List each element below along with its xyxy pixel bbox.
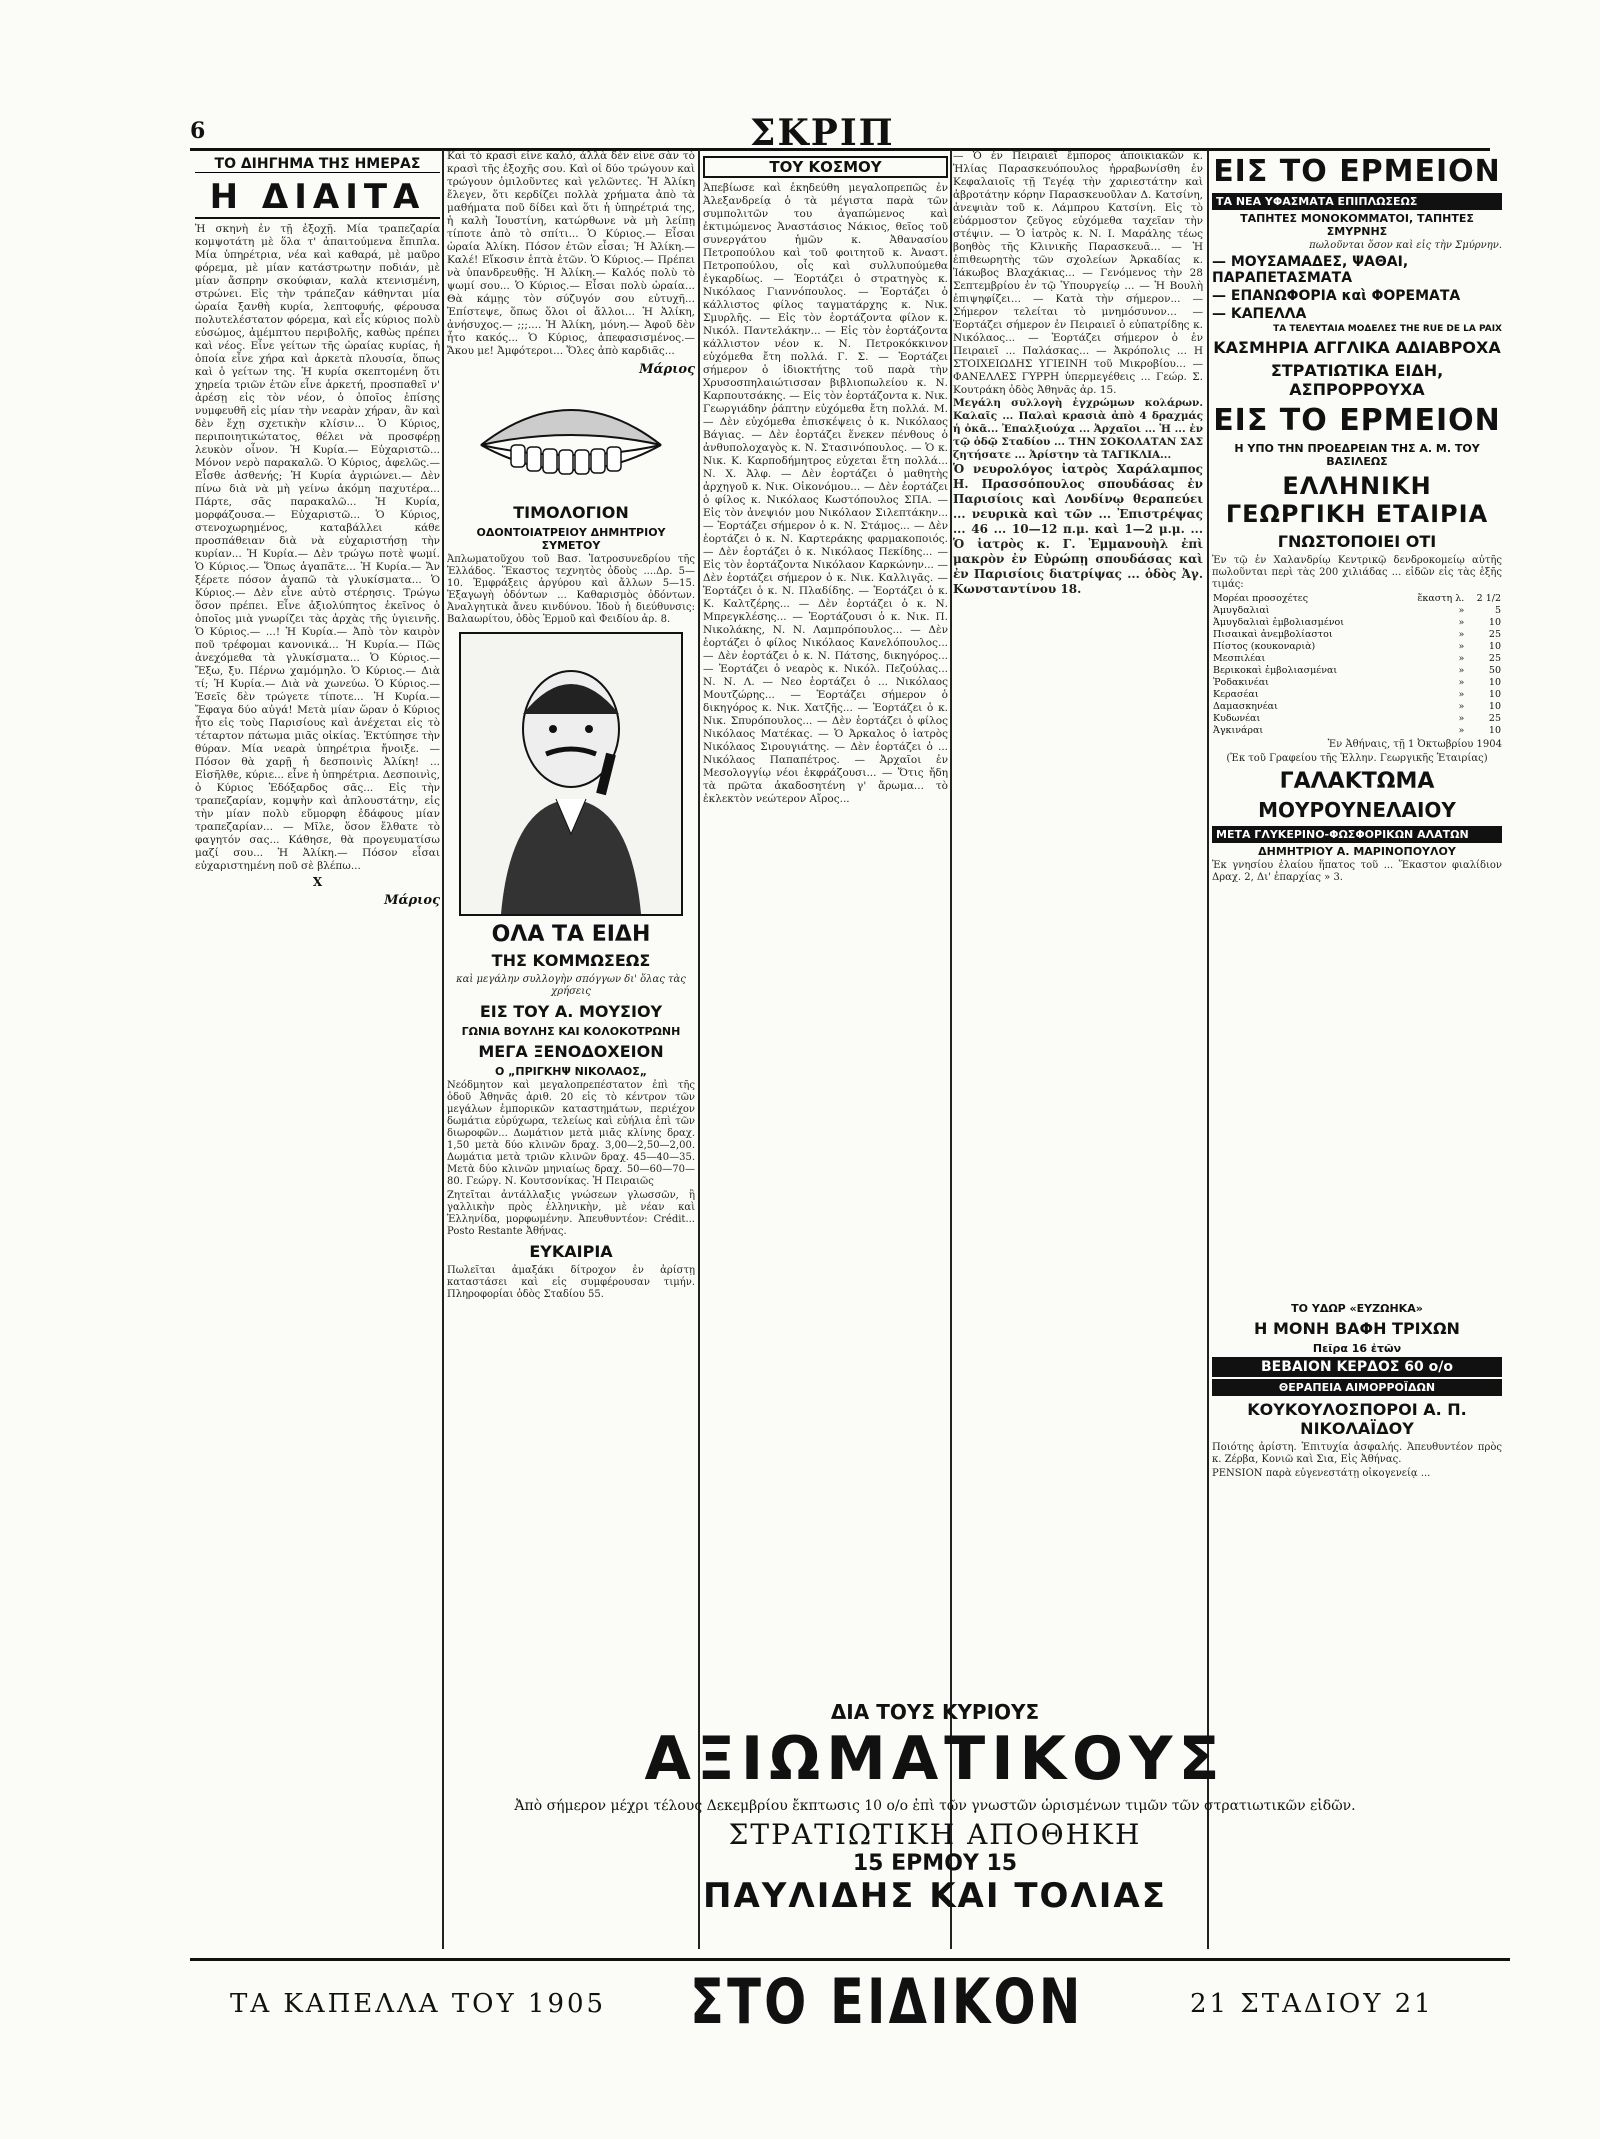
officers-ad-line3: Ἀπὸ σήμερον μέχρι τέλους Δεκεμβρίου ἔκπτωσις 10 ο/ο ἐπὶ τῶν γνωστῶν ὡρισμένων τιμῶν τῶν στρατιωτικῶν εἰδῶν. [514,1798,1356,1814]
price-value: 2 1/2 [1476,593,1501,604]
price-item: Ἀμυγδαλιαὶ ἐμβολιασμένοι [1213,617,1344,628]
price-row [1212,641,1502,653]
column-rule [950,150,952,1949]
price-unit: » [1458,617,1465,628]
fashion-text: καὶ μεγάλην συλλογὴν σπόγγων δι' ὅλας τὰς χρήσεις [456,974,686,997]
price-item: Δαμασκηνέαι [1213,701,1278,712]
dentist-name: ΟΔΟΝΤΟΙΑΤΡΕΙΟΥ ΔΗΜΗΤΡΙΟΥ ΣΥΜΕΤΟΥ [476,526,666,552]
story-continuation: Καὶ τὸ κρασὶ εἶνε καλό, ἀλλὰ δὲν εἶνε σὰν τὸ κρασὶ τῆς ἐξοχῆς σου. Καὶ οἱ δύο τρώγουν καὶ τρώγουν ὁμιλοῦντες καὶ γελῶντες. Ἡ Ἀλίκη ἔλεγεν, ὅτι κερδίζει πολλὰ χρήματα ἀπὸ τὰ μαθήματα ποῦ δίδει καὶ ὅτι ἡ ὑπηρέτριά της, ἡ καλὴ Ἰουστίνη, κατώρθωνε νὰ μὴ λείπῃ τίποτε ἀπὸ τὸ σπίτι... Ὁ Κύριος.— Εἶσαι ὡραία Ἀλίκη. Πόσον ἐτῶν εἶσαι; Ἡ Ἀλίκη.— Καλέ! Εἴκοσιν ἑπτὰ ἐτῶν. Ὁ Κύριος.— Πρέπει νὰ ὑπανδρευθῇς. Ἡ Ἀλίκη.— Καλός πολὺ τὸ ψωμί σου... Ὁ Κύριος.— Εἶσαι πολὺ ὡραία... Θὰ κάμῃς τὸν σύζυγόν σου εὐτυχῆ... Ἐπίστεψε, ὅπως ὅλοι οἱ ἄλλοι... Ἡ Ἀλίκη, ἀνήσυχος.— ;;;.... Ἡ Ἀλίκη, μόνη.— Ἀφοῦ δὲν ἦτο κακός... Ὁ Κύριος, ἀπεφασισμένος.— Ἄκου με! Ἀμφότεροι... Ὅλες ἀπὸ καρδιᾶς... [447,150,695,357]
ermeion-item-3: — ΚΑΠΕΛΛΑ [1212,306,1307,322]
ermeion-title: ΕΙΣ ΤΟ ΕΡΜΕΙΟΝ [1213,154,1501,189]
price-value: 5 [1494,605,1501,616]
price-row [1212,677,1502,689]
ermeion-carpets: ΤΑΠΗΤΕΣ ΜΟΝΟΚΟΜΜΑΤΟΙ, ΤΑΠΗΤΕΣ ΣΜΥΡΝΗΣ [1240,212,1474,238]
footer-middle: ΣΤΟ ΕΙΔΙΚΟΝ [690,1965,1084,2038]
ermeion-models: ΤΑ ΤΕΛΕΥΤΑΙΑ ΜΟΔΕΛΕΣ THE RUE DE LA PAIX [1273,324,1502,334]
price-value: 10 [1488,641,1501,652]
price-row [1212,725,1502,737]
price-row [1212,701,1502,713]
mousiou-shop: ΕΙΣ ΤΟΥ Α. ΜΟΥΣΙΟΥ [479,1002,663,1021]
galaktoma-sub: ΜΕΤΑ ΓΛΥΚΕΡΙΝΟ-ΦΩΣΦΟΡΙΚΩΝ ΑΛΑΤΩΝ [1212,826,1502,843]
price-value: 50 [1488,665,1501,676]
stratiotika-line: ΣΤΡΑΤΙΩΤΙΚΑ ΕΙΔΗ, ΑΣΠΡΟΡΡΟΥΧΑ [1270,361,1444,399]
price-unit: » [1458,605,1465,616]
presidency-line: Η ΥΠΟ ΤΗΝ ΠΡΟΕΔΡΕΙΑΝ ΤΗΣ Α. Μ. ΤΟΥ ΒΑΣΙΛΕΩΣ [1234,442,1480,468]
society-name: ΕΛΛΗΝΙΚΗ ΓΕΩΡΓΙΚΗ ΕΤΑΙΡΙΑ [1225,472,1489,528]
price-value: 10 [1488,677,1501,688]
price-unit: » [1458,701,1465,712]
column-story [195,150,440,1949]
notice-date: Ἐν Ἀθήναις, τῇ 1 Ὀκτωβρίου 1904 [1327,739,1502,750]
footer-right: 21 ΣΤΑΔΙΟΥ 21 [1190,1989,1434,2019]
masthead: ΣΚΡΙΠ [750,112,895,154]
galaktoma-text: Ἐκ γνησίου ἐλαίου ἥπατος τοῦ ... Ἕκαστον φιαλίδιον Δραχ. 2, Δι' ἐπαρχίας » 3. [1212,860,1502,883]
officers-ad-line4: ΣΤΡΑΤΙΩΤΙΚΗ ΑΠΟΘΗΚΗ [728,1818,1142,1851]
tree-price-table [1212,593,1502,737]
mourouneliou-title: ΜΟΥΡΟΥΝΕΛΑΙΟΥ [1258,798,1456,822]
price-unit: » [1458,665,1465,676]
story-text: Ἡ σκηνὴ ἐν τῇ ἐξοχῇ. Μία τραπεζαρία κομψοτάτη μὲ ὅλα τ' ἀπαιτούμενα ἔπιπλα. Μία ὑπηρέτρια, νέα καὶ καθαρά, μὲ μαῦρο φόρεμα, μὲ μίαν κατάστρωτην ποδιάν, μὲ μίαν ἄσπρην σκούφιαν, καλὰ κτενισμένη, στρώνει. Εἰς τὴν τράπεζαν κάθηνται μία ὡραία ξανθὴ κυρία, λεπτοφυής, φέρουσα πολυτελέστατον φόρεμα, καὶ εἷς κύριος πολὺ εὐσώμος, ἀμέμπτου περιβολῆς, καθὼς πρέπει καὶ νέος. Εἶνε γείτων τῆς ὡραίας κυρίας, ἡ ὁποία εἶνε χήρα καὶ ἀρκετὰ πλουσία, ὅπως καὶ ὁ γείτων της. Ἡ κυρία σκεπτομένη ὅτι χηρεία τριῶν ἐτῶν εἶνε ἀρκετή, προσπαθεῖ ν' ἀρέσῃ εἰς τὸν νέον, ὁ ὁποῖος ἐπίσης νυμφευθῆ εἰς μίαν τὴν νεαρὰν χήραν, ἂν καὶ δὲν ἔχῃ σχετικὴν κλίσιν... Ὁ Κύριος, περιποιητικώτατος, θέλει νὰ προσφέρῃ λευκὸν οἶνον. Ἡ Κυρία.— Εὐχαριστῶ... Μόνον νερὸ παρακαλῶ. Ὁ Κύριος, ἀφελῶς.— Εἶσθε ἀσθενής; Ἡ Κυρία ἀγριώνει.— Δὲν πίνω διὰ νὰ μὴ γείνω ἀκόμη παχυτέρα... Πάρτε, σᾶς παρακαλῶ... Ἡ Κυρία, μορφάζουσα.— Εὐχαριστῶ... Ὁ Κύριος, στενοχωρημένος, καταβάλλει κάθε προσπάθειαν διὰ νὰ εὐχαριστήσῃ τὴν κυρίαν... Ἡ Κυρία.— Δὲν τρώγω ποτὲ ψωμί. Ὁ Κύριος.— Ὅπως ἀγαπᾶτε... Ἡ Κυρία.— Ἄν ξέρετε πόσον ἀγαπῶ τὰ γλυκίσματα... Ὁ Κύριος.— Δὲν εἶνε αὐτὸ στέρησις. Τρώγω ὅσον πρέπει. Εἶνε ἀξιολύπητος ἐκεῖνος ὁ ὁποῖος μιὰ γνωρίζει τὰς ἀρχὰς τῆς ὑγιεινῆς. Ὁ Κύριος.— ...! Ἡ Κυρία.— Ἀπὸ τὸν καιρὸν ποῦ τρέφομαι κανονικά... Ἡ Κυρία.— Πῶς ἀνεχόμεθα τὰ γλυκίσματα... Ὁ Κύριος.— Ἔξω, ξυ. Πέρνω χαμόμηλο. Ὁ Κύριος.— Διὰ τί; Ἡ Κυρία.— Διὰ νὰ χωνεύω. Ὁ Κύριος.— Ἐσεῖς δὲν τρώγετε τίποτε... Ἡ Κυρία.— Ἔφαγα δύο αὐγά! Μετὰ μίαν ὥραν ὁ Κύριος ἦτο εἰς τοὺς Παρισίους καὶ ἀνέχεται εἰς τὸ τέταρτον πάτωμα μιᾶς οἰκίας. Ἐκτύπησε τὴν θύραν. Μία νεαρὰ ὑπηρέτρια ἤνοιξε. — Πόσον θὰ χαρῇ ἡ δεσποινὶς Ἀλίκη! ... Εἰσῆλθε, κύριε... εἶνε ἡ ὑπηρέτρια. Δεσποινὶς, ὁ Κύριος Ἐδόξαρδος σᾶς... Εἰς τὴν τραπεζαρίαν, κομψὴν καὶ ἁπλουστάτην, εἰς τὴν μίαν πολὺ εὔμορφη ἐδάφους μίαν τραπεζαρίαν... — Μῖλε, ὅσον ἔλθατε τὸ φαγητόν σας... Κάθησε, θὰ προγευματίσω μαζί σου... Ἡ Ἀλίκη.— Πόσον εἶσαι εὐχαριστημένη ποῦ σὲ βλέπω... [195,223,440,872]
price-unit: » [1458,713,1465,724]
price-row [1212,653,1502,665]
column-ads-left [447,150,695,1949]
eukairia-title: ΕΥΚΑΙΡΙΑ [529,1242,613,1261]
hotel-text: Νεόδμητον καὶ μεγαλοπρεπέστατον ἐπὶ τῆς ὁδοῦ Ἀθηνᾶς ἀριθ. 20 εἰς τὸ κέντρον τῶν μεγάλων ἐμπορικῶν καταστημάτων, περιέχον δωμάτια εὐρύχωρα, τελείως καὶ εὐήλια ἐπὶ τῶν διωροφῶν... Δωμάτιον μετὰ μιᾶς κλίνης δραχ. 1,50 μετὰ δύο κλινῶν δραχ. 3,00—2,50—2,00. Δωμάτια μετὰ τριῶν κλινῶν δραχ. 45—40—35. Μετὰ δύο κλινῶν μηνιαίως δραχ. 50—60—70—80. Γεώργ. Ν. Κουτσονίκας. Ἡ Πειραιῶς [447,1080,695,1187]
price-item: Ῥοδακινέαι [1213,677,1269,688]
tonic-head: ΤΟ ΥΔΩΡ «ΕΥΖΩΗΚΑ» [1291,1302,1423,1315]
column-society [703,150,948,1949]
galaktoma-title: ΓΑΛΑΚΤΩΜΑ [1279,769,1435,794]
column-rule [442,150,444,1949]
dentist-prices: Ἀπλωματοῦχου τοῦ Βασ. Ἰατροσυνεδρίου τῆς Ἑλλάδος. Ἕκαστος τεχνητὸς ὀδοὺς ....Δρ. 5—10. Ἐμφράξεις ἀργύρου καὶ ἄλλων 5—15. Ἐξαγωγὴ ὀδόντων ... Καθαρισμὸς ὀδόντων. Ἀναλγητικὰ ἄνευ κινδύνου. Ἰδοὺ ἡ διεύθυνσις: Βαλαωρίτου, ὁδὸς Ἑρμοῦ καὶ Φειδίου ἀρ. 8. [447,554,695,625]
price-value: 10 [1488,701,1501,712]
eukairia-text: Πωλεῖται ἀμαξάκι δίτροχον ἐν ἀρίστῃ καταστάσει καὶ εἰς συμφέρουσαν τιμήν. Πληροφορίαι ὁδὸς Σταδίου 55. [447,1265,695,1300]
story-signature-2: Μάριος [639,362,695,377]
kerdos-bar: ΒΕΒΑΙΟΝ ΚΕΡΔΟΣ 60 ο/ο [1212,1357,1502,1377]
price-item: Ἀμυγδαλιαὶ [1213,605,1270,616]
price-row [1212,629,1502,641]
price-item: Μορέαι προσοχέτες [1213,593,1309,604]
price-item: Μεσπιλέαι [1213,653,1266,664]
price-unit: » [1458,689,1465,700]
society-text: Ἀπεβίωσε καὶ ἐκηδεύθη μεγαλοπρεπῶς ἐν Ἀλεξανδρείᾳ ὁ τὰ μέγιστα παρὰ τῶν συμπολιτῶν του ἀγαπώμενος καὶ ἐκτιμώμενος Ἀναστάσιος Νάκιος, θεῖος τοῦ συνεργάτου ἡμῶν κ. Ἀθανασίου Πετροπούλου καὶ τοῦ φοιτητοῦ κ. Ἀναστ. Πετροπούλου, οἷς καὶ συλλυπούμεθα ἐγκαρδίως. — Ἑορτάζει ὁ στρατηγὸς κ. Νικόλαος Γιαννόπουλος. — Ἑορτάζει ὁ κάλλιστος φίλος ταγματάρχης κ. Νικ. Σμυρλῆς. — Εἰς τὸν ἑορτάζοντα φίλον κ. Νικόλ. Παντελάκην... — Εἰς τὸν ἑορτάζοντα κάλλιστον νέον κ. Ν. Πετροκόκκινον εὐχόμεθα ἔτη πολλά. Γ. Σ. — Ἑορτάζει σήμερον ὁ ἰδιοκτήτης τοῦ παρὰ τὴν Χρυσοσπηλαιώτισσαν βιβλιοπωλείου κ. Ν. Καρπουτσάκης. — Εἰς τὸν ἑορτάζοντα κ. Νικ. Γεωργιάδην ῥάπτην εὐχόμεθα ἔτη πολλά. Μ. — Δὲν εὐχόμεθα ἐπισκέψεις ὁ κ. Νικόλαος Βάγιας. — Δὲν ἑορτάζει ἕνεκεν πένθους ὁ ἀνθυπολοχαγὸς κ. Ν. Στασινόπουλος. — Ὁ κ. Νικ. Κ. Καρποδήμητρος εὐχεται ἔτη πολλά... Ν. Χ. Ἀλφ. — Δὲν ἑορτάζει ὁ μαθητὴς ἀρχηγοῦ κ. Νικ. Οἰκονόμου... — Δὲν ἑορτάζει ὁ φίλος κ. Νικόλαος Κωστόπουλος ΣΠΑ. — Εἰς τὸν ἀνεψιόν μου Νικόλαον Σιλεπτάκην... — Ἑορτάζει σήμερον ὁ κ. Ν. Στάμος... — Δὲν ἑορτάζει ὁ κ. Ν. Καρτεράκης φαρμακοποιός. — Δὲν ἑορτάζει ὁ κ. Νικόλαος Πεκίδης... — Εἰς τὸν ἑορτάζοντα Νικόλαον Καρκώνην... — Δὲν ἑορτάζει σήμερον ὁ κ. Νικ. Καλλιγᾶς. — Ἑορτάζει ὁ κ. Ν. Πλαδίδης. — Ἑορτάζει ὁ κ. Κ. Καλτζέρης... — Δὲν ἑορτάζει ὁ κ. Ν. Μπρεγκλέσης... — Ἑορτάζουσι ὁ κ. Νικ. Π. Νικολάκης, Ν. Ν. Λαμπρόπουλος... — Δὲν ἑορτάζει ὁ φίλος Νικόλαος Κανελόπουλος... — Δὲν ἑορτάζει ὁ κ. Ν. Πάτσης, δικηγόρος... — Ἑορτάζει ὁ νεαρὸς κ. Νικόλ. Πεζούλας... Ν. Ν. Λ. — Νεο ἑορτάζει ὁ ... Νικόλαος Μουτζώρης... — Ἑορτάζει σήμερον ὁ δικηγόρος κ. Νικ. Χατζῆς... — Ἑορτάζει ὁ κ. Νικ. Σπυρόπουλος... — Δὲν ἑορτάζει ὁ φίλος Νικόλαος Ματέκας. — Ὁ Ἀρκαλος ὁ ἰατρὸς Νικόλαος Σιρουγιάτης. — Δὲν ἑορτάζει ὁ ... Νικόλαος Παπαπέτρος. — Ἀρχαῖοι ἐν Μεσολογγίῳ νέοι ἐκφράζουσι... — Ὅτις ἤδη τὰ πρῶτα ἀκαδοσητένη γ' ἄρωμα... τὸ ἐκλεκτὸν νεώτερον Αἴρος... [703,182,948,805]
mousiou-address: ΓΩΝΙΑ ΒΟΥΛΗΣ ΚΑΙ ΚΟΛΟΚΟΤΡΩΝΗ [461,1025,681,1038]
price-item: Πίστος (κουκοναριὰ) [1213,641,1316,652]
story-headline: Η ΔΙΑΙΤΑ [195,177,440,219]
ermeion-carpets-note: πωλοῦνται ὅσον καὶ εἰς τὴν Σμύρνην. [1309,240,1502,251]
ermeion-bar-1: ΤΑ ΝΕΑ ΥΦΑΣΜΑΤΑ ΕΠΙΠΛΩΣΕΩΣ [1212,193,1502,210]
price-row [1212,593,1502,605]
price-unit: » [1458,653,1465,664]
ermeion-item-1: — ΜΟΥΣΑΜΑΔΕΣ, ΨΑΘΑΙ, ΠΑΡΑΠΕΤΑΣΜΑΤΑ [1212,254,1409,286]
fashion-title: ΟΛΑ ΤΑ ΕΙΔΗ [491,922,651,947]
price-unit: » [1458,725,1465,736]
footer-left: ΤΑ ΚΑΠΕΛΛΑ ΤΟΥ 1905 [230,1989,607,2019]
therapeia-bar: ΘΕΡΑΠΕΙΑ ΑΙΜΟΡΡΟΪΔΩΝ [1212,1379,1502,1396]
price-unit: » [1458,677,1465,688]
tonic-title: Η ΜΟΝΗ ΒΑΦΗ ΤΡΙΧΩΝ [1254,1319,1460,1338]
price-unit: ἕκαστη λ. [1417,593,1465,604]
kashmiria-line: ΚΑΣΜΗΡΙΑ ΑΓΓΛΙΚΑ ΑΔΙΑΒΡΟΧΑ [1213,338,1501,357]
denture-illustration [471,385,671,495]
hotel-name: Ο „ΠΡΙΓΚΗΨ ΝΙΚΟΛΑΟΣ„ [495,1065,647,1078]
page-number: 6 [190,118,206,144]
price-row [1212,665,1502,677]
pension-text: PENSION παρὰ εὐγενεστάτῃ οἰκογενείᾳ ... [1212,1468,1431,1479]
price-value: 25 [1488,713,1501,724]
notice-office: (Ἐκ τοῦ Γραφείου τῆς Ἑλλην. Γεωργικῆς Ἑταιρίας) [1226,753,1488,764]
ermeion-title-2: ΕΙΣ ΤΟ ΕΡΜΕΙΟΝ [1213,403,1501,438]
koukoul-text: Ποιότης ἀρίστη. Ἐπιτυχία ἀσφαλής. Ἀπευθυντέον πρὸς κ. Ζέρβα, Κονιῶ καὶ Σια, Εἰς Ἀθήνας. [1212,1442,1502,1465]
page-header [190,112,1490,154]
price-item: Κερασέαι [1213,689,1259,700]
story-signature: Μάριος [384,893,440,908]
column-rule [1207,150,1209,1949]
price-list-title: ΤΙΜΟΛΟΓΙΟΝ [513,503,629,522]
price-value: 10 [1488,725,1501,736]
officers-ad-line1: ΔΙΑ ΤΟΥΣ ΚΥΡΙΟΥΣ [830,1700,1040,1724]
fashion-subtitle: ΤΗΣ ΚΟΜΜΩΣΕΩΣ [491,951,651,970]
price-item: Κυδωνέαι [1213,713,1261,724]
price-row [1212,617,1502,629]
news-emphasis: Μεγάλη συλλογὴ ἐγχρώμων κολάρων. Καλαῖς ... Παλαὶ κρασιὰ ἀπὸ 4 δραχμάς ἡ ὀκᾶ... Ἐπαλξιούχα ... Ἀρχαῖοι ... Ἡ ... ἐν τῷ ὁδῷ Σταδίου ... ΤΗΝ ΣΟΚΟΛΑΤΑΝ ΣΑΣ ζητήσατε ... Ἀρίστην τὰ ΤΑΓΙΚΛΙΑ... [953,397,1203,461]
price-row [1212,689,1502,701]
right-lower-ads [1212,1300,1502,1690]
price-item: Βερικοκαὶ ἐμβολιασμέναι [1213,665,1338,676]
price-item: Πισαικαὶ ἀνεμβολίαστοι [1213,629,1333,640]
officers-ad-line5: 15 ΕΡΜΟΥ 15 [852,1851,1018,1876]
price-row [1212,605,1502,617]
news-text: — Ὁ ἐν Πειραιεῖ ἔμπορος ἀποικιακῶν κ. Ἡλίας Παρασκευόπουλος ἠρραβωνίσθη ἐν Κεφαλαιοῖς τῇ Τεγέᾳ τὴν χαριεστάτην καὶ ἀβροτάτην κόρην Παρασκευοῦλαν Δ. Κατσίνη, ἀνεψιὰν τοῦ κ. Λάμπρου Κατσίνη. Εἰς τὸ εὐάρμοστον ζεῦγος εὐχόμεθα ταχεῖαν τὴν στέψιν. — Ὁ ἰατρὸς κ. Ν. Ι. Μαράλης τέως βοηθὸς τῆς Κλινικῆς Παρασκευᾶ... — Ἡ ἐπιθεωρητὴς τῶν σχολείων Ἀρκαδίας κ. Ἰάκωβος Βλαχάκιας... — Γενόμενος τὴν 28 Σεπτεμβρίου ἐν τῷ Ὑπουργείῳ ... — Ἡ Βουλὴ ἐπιψηφίζει... — Κατὰ τὴν σήμερον... — Σήμερον τελείται τὸ μνημόσυνον... — Ἑορτάζει σήμερον ἐν Πειραιεῖ ὁ εὐπατρίδης κ. Νικόλαος... — Ἑορτάζει σήμερον ὁ ἐν Πειραιεῖ ... Παλάσκας... — Ἀκρόπολις ... Η ΣΤΟΙΧΕΙΩΔΗΣ ΥΓΙΕΙΝΗ τοῦ Μικροβίου... — ΦΑΝΕΛΛΕΣ ΓΥΡΡΗ ὑπερμεγέθεις ... Γεώρ. Σ. Κουτράκη ὁδὸς Ἀθηνᾶς ἀρ. 15. [953,150,1203,396]
footer-ad [190,1958,1510,2056]
pharmacist-name: ΔΗΜΗΤΡΙΟΥ Α. ΜΑΡΙΝΟΠΟΥΛΟΥ [1258,845,1456,858]
notice-title: ΓΝΩΣΤΟΠΟΙΕΙ ΟΤΙ [1277,532,1437,551]
price-unit: » [1458,629,1465,640]
society-kicker: ΤΟΥ ΚΟΣΜΟΥ [703,156,948,178]
price-item: Ἀγκινάραι [1213,725,1264,736]
officers-ad-line6: ΠΑΥΛΙΔΗΣ ΚΑΙ ΤΟΛΙΑΣ [703,1876,1167,1916]
price-value: 25 [1488,629,1501,640]
language-exchange-text: Ζητεῖται ἀντάλλαξις γνώσεων γλωσσῶν, ἢ γαλλικὴν πρὸς ἑλληνικὴν, μὲ νέαν καὶ Ἑλληνίδα, μορφωμένην. Ἀπευθυντέον: Crédit... Posto Restante Ἀθήνας. [447,1190,695,1237]
section-mark: Χ [312,875,323,889]
price-row [1212,713,1502,725]
price-unit: » [1458,641,1465,652]
koukoul-title: ΚΟΥΚΟΥΛΟΣΠΟΡΟΙ Α. Π. ΝΙΚΟΛΑΪΔΟΥ [1247,1400,1467,1438]
doctor-notice: Ὁ νευρολόγος ἰατρὸς Χαράλαμπος Η. Πρασσόπουλος σπουδάσας ἐν Παρισίοις καὶ Λονδίνῳ θεραπεύει ... νευρικὰ καὶ τῶν ... Ἐπιστρέψας ... 46 ... 10—12 π.μ. καὶ 1—2 μ.μ. ... Ὁ ἰατρὸς κ. Γ. Ἐμμανουὴλ ἐπὶ μακρὸν ἐν Εὐρώπῃ σπουδάσας καὶ ἐν Παρισίοις διατρίψας ... ὁδὸς Ἀγ. Κωνσταντίνου 18. [953,462,1203,596]
price-value: 10 [1488,689,1501,700]
ermeion-item-2: — ΕΠΑΝΩΦΟΡΙΑ καὶ ΦΟΡΕΜΑΤΑ [1212,288,1461,304]
hotel-title: ΜΕΓΑ ΞΕΝΟΔΟΧΕΙΟΝ [478,1042,664,1061]
notice-text: Ἐν τῷ ἐν Χαλανδρίῳ Κεντρικῷ δενδροκομείῳ αὐτῆς πωλοῦνται περὶ τὰς 200 χιλιάδας ... εἰδῶν εἰς τὰς ἑξῆς τιμάς: [1212,555,1502,590]
tonic-sub: Πεῖρα 16 ἐτῶν [1312,1342,1402,1355]
column-news [953,150,1203,1949]
price-value: 10 [1488,617,1501,628]
officers-ad [370,1700,1500,1940]
man-portrait-illustration [459,632,683,916]
story-kicker: ΤΟ ΔΙΗΓΗΜΑ ΤΗΣ ΗΜΕΡΑΣ [195,156,440,173]
price-value: 25 [1488,653,1501,664]
officers-ad-line2: ΑΞΙΩΜΑΤΙΚΟΥΣ [644,1724,1226,1794]
column-rule [698,150,700,1949]
